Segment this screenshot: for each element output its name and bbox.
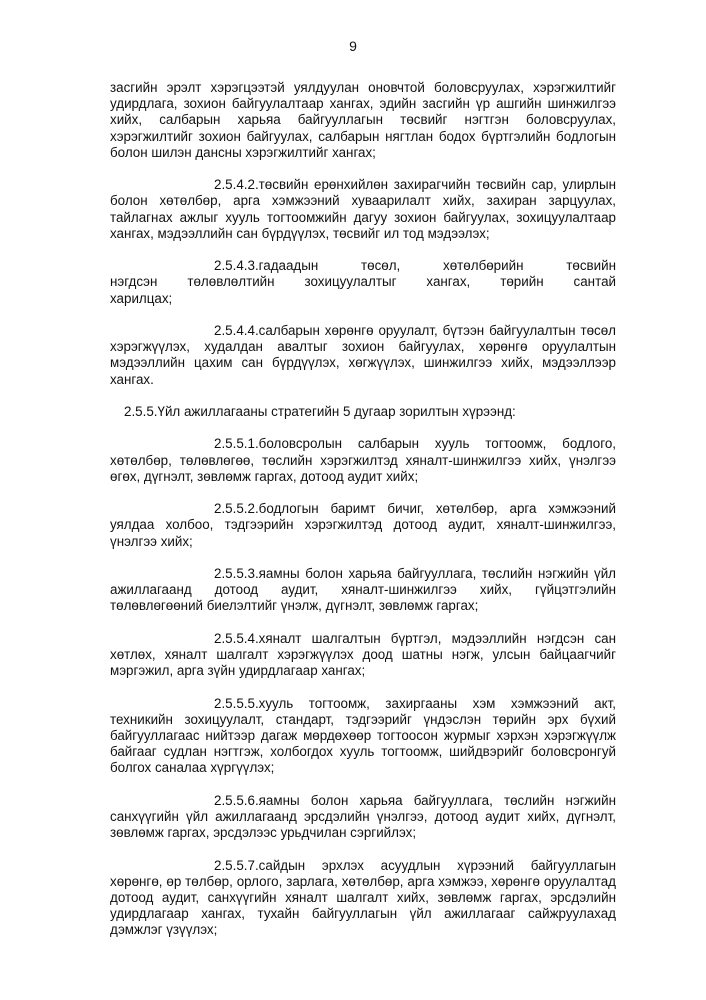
paragraph-2-5-4-2: 2.5.4.2.төсвийн ерөнхийлөн захирагчийн төсвийн сар, улирлын болон хөтөлбөр, арга хэмжээний хуваарилалт хийх, захиран зарцуулах, тайлагнах ажлыг хууль тогтоомжийн дагуу зохион байгуулах, зохицуулалтаар хангах, мэдээллийн сан бүрдүүлэх, төсвийг ил тод мэдээлэх;	[110, 177, 616, 241]
section-heading-2-5-5: 2.5.5.Үйл ажиллагааны стратегийн 5 дугаар зорилтын хүрээнд:	[124, 404, 516, 419]
page-number: 9	[349, 38, 357, 54]
paragraph-2-5-5-6: 2.5.5.6.яамны болон харьяа байгууллага, төслийн нэгжийн санхүүгийн үйл ажиллагаанд эрсдэлийн үнэлгээ, дотоод аудит хийх, дүгнэлт, зөвлөмж гаргах, эрсдэлээс урьдчилан сэргийлэх;	[110, 792, 616, 841]
paragraph-2-5-4-3: 2.5.4.3.гадаадын төсөл, хөтөлбөрийн төсвийн нэгдсэн төлөвлөлтийн зохицуулалтыг хангах, төрийн сантай харилцах;	[110, 258, 616, 306]
paragraph-2-5-5-3: 2.5.5.3.яамны болон харьяа байгууллага, төслийн нэгжийн үйл ажиллагаанд дотоод аудит, хяналт-шинжилгээ хийх, гүйцэтгэлийн төлөвлөгөөний биелэлтийг үнэлж, дүгнэлт, зөвлөмж гаргах;	[110, 565, 616, 614]
paragraph-2-5-4-4: 2.5.4.4.салбарын хөрөнгө оруулалт, бүтээн байгуулалтын төсөл хэрэгжүүлэх, худалдан авалтыг зохион байгуулах, хөрөнгө оруулалтын мэдээллийн цахим сан бүрдүүлэх, хөгжүүлэх, шинжилгээ хийх, мэдээллээр хангах.	[110, 323, 616, 387]
paragraph-2-5-5-5: 2.5.5.5.хууль тогтоомж, захиргааны хэм хэмжээний акт, техникийн зохицуулалт, стандарт, тэдгээрийг үндэслэн төрийн эрх бүхий байгууллагаас нийтээр дагаж мөрдөхөөр тогтоосон журмыг хэрхэн хэрэгжүүлж байгааг судлан нэгтгэж, холбогдох хууль тогтоомж, шийдвэрийг боловсронгуй болгох саналаа хүргүүлэх;	[110, 695, 616, 776]
paragraph-2-5-5-1: 2.5.5.1.боловсролын салбарын хууль тогтоомж, бодлого, хөтөлбөр, төлөвлөгөө, төслийн хэрэгжилтэд хяналт-шинжилгээ хийх, үнэлгээ өгөх, дүгнэлт, зөвлөмж гаргах, дотоод аудит хийх;	[110, 436, 616, 484]
document-body	[110, 80, 616, 955]
paragraph-2-5-5-2: 2.5.5.2.бодлогын баримт бичиг, хөтөлбөр, арга хэмжээний уялдаа холбоо, тэдгээрийн хэрэгжилтэд дотоод аудит, хяналт-шинжилгээ, үнэлгээ хийх;	[110, 501, 616, 549]
paragraph-2-5-5-4: 2.5.5.4.хяналт шалгалтын бүртгэл, мэдээллийн нэгдсэн сан хөтлөх, хяналт шалгалт хэрэгжүүлэх доод шатны нэгж, улсын байцаагчийг мэргэжил, арга зүйн удирдлагаар хангах;	[110, 630, 616, 679]
paragraph-continuation: засгийн эрэлт хэрэгцээтэй уялдуулан оновчтой боловсруулах, хэрэгжилтийг удирдлага, зохион байгуулалтаар хангах, эдийн засгийн үр ашгийн шинжилгээ хийх, салбарын харьяа байгууллагын төсвийг нэгтгэн боловсруулах, хэрэгжилтийг зохион байгуулах, салбарын нягтлан бодох бүртгэлийн бодлогын болон шилэн дансны хэрэгжилтийг хангах;	[110, 80, 616, 160]
paragraph-2-5-5-7: 2.5.5.7.сайдын эрхлэх асуудлын хүрээний байгууллагын хөрөнгө, өр төлбөр, орлого, зарлага, хөтөлбөр, арга хэмжээ, хөрөнгө оруулалтад дотоод аудит, санхүүгийн хяналт шалгалт хийх, зөвлөмж гаргах, эрсдэлийн удирдлагаар хангах, тухайн байгууллагын үйл ажиллагааг сайжруулахад дэмжлэг үзүүлэх;	[110, 857, 616, 938]
